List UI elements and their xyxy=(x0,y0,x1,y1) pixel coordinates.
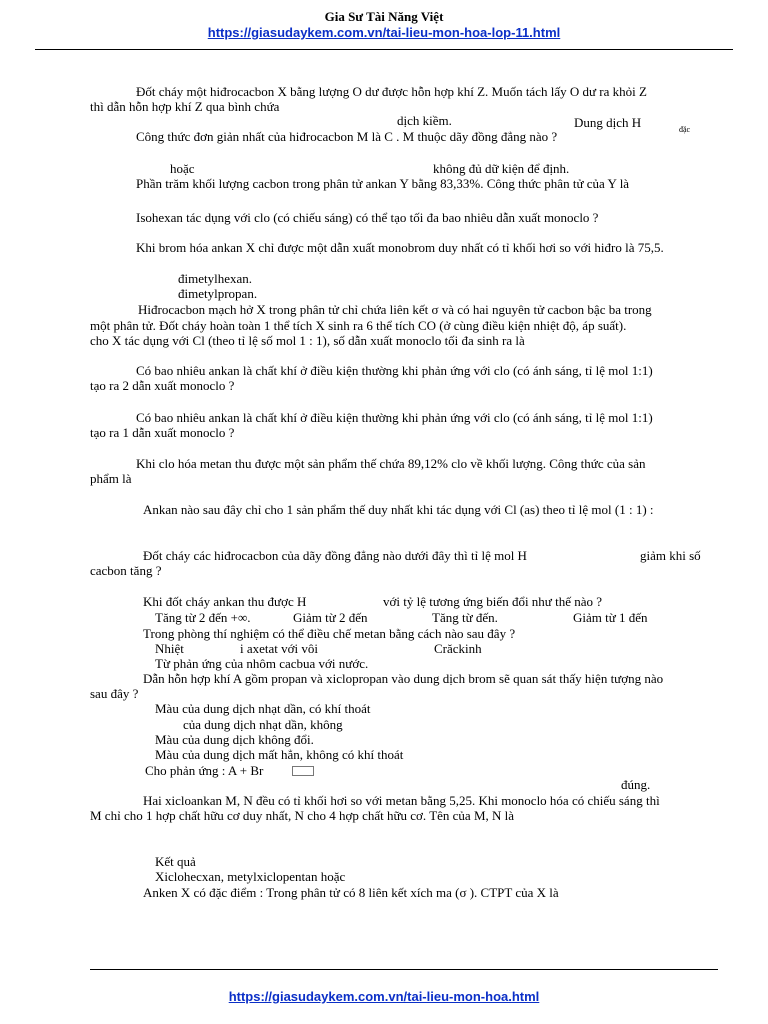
text-line: Trong phòng thí nghiệm có thể điều chế metan bằng cách nào sau đây ? xyxy=(143,626,516,641)
header-divider xyxy=(35,49,733,50)
text-line: i axetat với vôi xyxy=(240,641,318,656)
text-line: tạo ra 2 dẫn xuất monoclo ? xyxy=(90,378,235,393)
footer-divider xyxy=(90,969,718,970)
text-line: dịch kiềm. xyxy=(397,113,452,128)
text-line: Ankan nào sau đây chỉ cho 1 sản phẩm thế duy nhất khi tác dụng với Cl (as) theo tỉ lệ mol (1 : 1) : xyxy=(143,502,654,517)
text-line: phẩm là xyxy=(90,471,132,486)
text-line: Có bao nhiêu ankan là chất khí ở điều kiện thường khi phản ứng với clo (có ánh sáng, tỉ lệ mol 1:1) xyxy=(136,410,653,425)
text-line: Nhiệt xyxy=(155,641,184,656)
text-line: Cho phản ứng : A + Br xyxy=(145,763,264,778)
text-line: Khi đốt cháy ankan thu được H xyxy=(143,594,307,609)
text-line: Crăckinh xyxy=(434,641,482,656)
text-line: không đủ dữ kiện để định. xyxy=(433,161,570,176)
text-line: Dung dịch H xyxy=(574,115,642,130)
text-line: Giảm từ 1 đến xyxy=(573,610,648,625)
text-line: với tỷ lệ tương ứng biến đổi như thế nào ? xyxy=(383,594,603,609)
text-line: Đốt cháy các hiđrocacbon của dãy đồng đẳng nào dưới đây thì tỉ lệ mol H xyxy=(143,548,527,563)
text-line: của dung dịch nhạt dần, không xyxy=(183,717,343,732)
header-link[interactable]: https://giasudaykem.com.vn/tai-lieu-mon-hoa-lop-11.html xyxy=(207,25,561,40)
text-line: sau đây ? xyxy=(90,686,139,701)
text-line: hoặc xyxy=(170,161,195,176)
text-line: Khi clo hóa metan thu được một sản phẩm thế chứa 89,12% clo về khối lượng. Công thức của sản xyxy=(136,456,646,471)
text-line: Màu của dung dịch mất hẳn, không có khí thoát xyxy=(155,747,404,762)
text-line: cacbon tăng ? xyxy=(90,563,162,578)
text-line: một phân tử. Đốt cháy hoàn toàn 1 thể tích X sinh ra 6 thể tích CO (ở cùng điều kiện nhiệt độ, áp suất). xyxy=(90,318,627,333)
text-line: Anken X có đặc điểm : Trong phân tử có 8 liên kết xích ma (σ ). CTPT của X là xyxy=(143,885,559,900)
text-line: Màu của dung dịch nhạt dần, có khí thoát xyxy=(155,701,371,716)
document-header-title: Gia Sư Tài Năng Việt xyxy=(324,9,444,24)
text-line: Giảm từ 2 đến xyxy=(293,610,368,625)
text-line: Có bao nhiêu ankan là chất khí ở điều kiện thường khi phản ứng với clo (có ánh sáng, tỉ lệ mol 1:1) xyxy=(136,363,653,378)
text-line: Dẫn hỗn hợp khí A gồm propan và xiclopropan vào dung dịch brom sẽ quan sát thấy hiện tượng nào xyxy=(143,671,664,686)
text-line: Khi brom hóa ankan X chỉ được một dẫn xuất monobrom duy nhất có tỉ khối hơi so với hiđro là 75,5. xyxy=(136,240,664,255)
text-line: tạo ra 1 dẫn xuất monoclo ? xyxy=(90,425,235,440)
text-line: thì dẫn hỗn hợp khí Z qua bình chứa xyxy=(90,99,280,114)
text-line: Từ phản ứng của nhôm cacbua với nước. xyxy=(155,656,369,671)
text-line: Công thức đơn giản nhất của hiđrocacbon M là C . M thuộc dãy đồng đẳng nào ? xyxy=(136,129,558,144)
text-line: đimetylpropan. xyxy=(178,286,258,301)
text-line: giảm khi số xyxy=(640,548,701,563)
text-line: đặc xyxy=(679,125,691,134)
text-line: Màu của dung dịch không đổi. xyxy=(155,732,314,747)
text-line: Hiđrocacbon mạch hở X trong phân tử chỉ chứa liên kết σ và có hai nguyên tử cacbon bậc ba trong xyxy=(138,302,652,317)
text-line: Tăng từ 2 đến +∞. xyxy=(155,610,251,625)
text-line: Isohexan tác dụng với clo (có chiếu sáng) có thể tạo tối đa bao nhiêu dẫn xuất monoclo ? xyxy=(136,210,599,225)
text-line: Tăng từ đến. xyxy=(432,610,498,625)
footer-link[interactable]: https://giasudaykem.com.vn/tai-lieu-mon-hoa.html xyxy=(228,989,540,1004)
text-line: Xiclohecxan, metylxiclopentan hoặc xyxy=(155,869,346,884)
reaction-arrow-box xyxy=(292,766,314,776)
text-line: Phần trăm khối lượng cacbon trong phân tử ankan Y bằng 83,33%. Công thức phân tử của Y là xyxy=(136,176,630,191)
text-line: đimetylhexan. xyxy=(178,271,253,286)
text-line: đúng. xyxy=(621,777,651,792)
text-line: M chỉ cho 1 hợp chất hữu cơ duy nhất, N cho 4 hợp chất hữu cơ. Tên của M, N là xyxy=(90,808,515,823)
text-line: Hai xicloankan M, N đều có tỉ khối hơi so với metan bằng 5,25. Khi monoclo hóa có chiếu sáng thì xyxy=(143,793,660,808)
text-line: Kết quả xyxy=(155,854,196,869)
text-line: cho X tác dụng với Cl (theo tỉ lệ số mol 1 : 1), số dẫn xuất monoclo tối đa sinh ra là xyxy=(90,333,525,348)
text-line: Đốt cháy một hiđrocacbon X bằng lượng O dư được hỗn hợp khí Z. Muốn tách lấy O dư ra khỏi Z xyxy=(136,84,647,99)
